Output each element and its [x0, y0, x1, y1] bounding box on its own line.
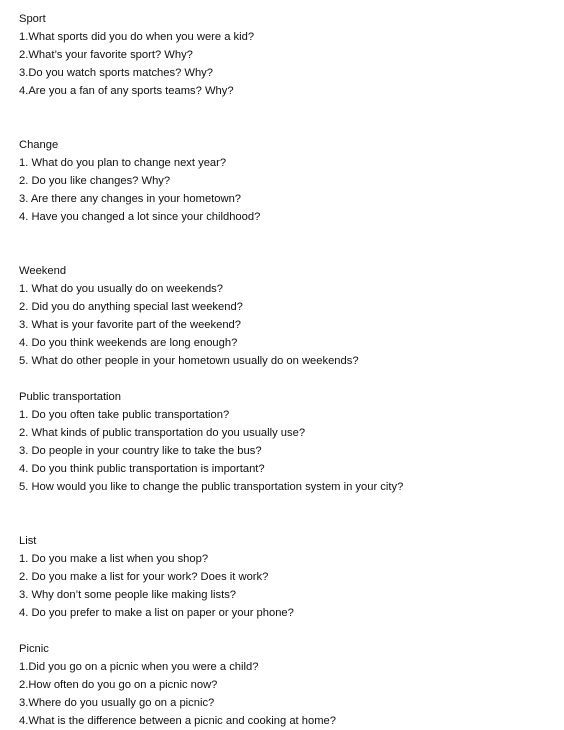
- question-item: 2. Do you like changes? Why?: [19, 175, 171, 187]
- question-item: 4. Do you think weekends are long enough?: [19, 337, 238, 349]
- question-item: 3. Are there any changes in your hometown?: [19, 193, 242, 205]
- question-item: 3. Why don’t some people like making lists?: [19, 589, 237, 601]
- section-sport: [19, 10, 559, 100]
- question-item: 4.Are you a fan of any sports teams? Why?: [19, 85, 234, 97]
- question-item: 1.Did you go on a picnic when you were a child?: [19, 661, 259, 673]
- document-body: [19, 10, 559, 730]
- question-item: 4.What is the difference between a picnic and cooking at home?: [19, 715, 336, 727]
- question-item: 2.How often do you go on a picnic now?: [19, 679, 218, 691]
- spacer: [19, 226, 559, 262]
- question-item: 1.What sports did you do when you were a kid?: [19, 31, 255, 43]
- question-item: 1. What do you plan to change next year?: [19, 157, 227, 169]
- section-heading: Sport: [19, 13, 46, 25]
- section-list: [19, 532, 559, 622]
- question-item: 3.Where do you usually go on a picnic?: [19, 697, 215, 709]
- question-item: 5. How would you like to change the public transportation system in your city?: [19, 481, 404, 493]
- question-item: 4. Do you think public transportation is important?: [19, 463, 265, 475]
- question-item: 1. Do you often take public transportation?: [19, 409, 230, 421]
- section-heading: Picnic: [19, 643, 49, 655]
- question-item: 1. What do you usually do on weekends?: [19, 283, 223, 295]
- question-item: 2. Do you make a list for your work? Does it work?: [19, 571, 269, 583]
- question-item: 2. What kinds of public transportation do you usually use?: [19, 427, 306, 439]
- section-heading: Weekend: [19, 265, 67, 277]
- question-item: 2.What’s your favorite sport? Why?: [19, 49, 193, 61]
- spacer: [19, 496, 559, 532]
- spacer: [19, 370, 559, 388]
- spacer: [19, 100, 559, 136]
- section-public-transportation: [19, 388, 559, 496]
- question-item: 4. Do you prefer to make a list on paper or your phone?: [19, 607, 294, 619]
- question-item: 4. Have you changed a lot since your childhood?: [19, 211, 261, 223]
- question-item: 5. What do other people in your hometown usually do on weekends?: [19, 355, 359, 367]
- section-heading: Public transportation: [19, 391, 121, 403]
- section-heading: Change: [19, 139, 59, 151]
- question-item: 3. Do people in your country like to take the bus?: [19, 445, 262, 457]
- spacer: [19, 622, 559, 640]
- question-item: 3.Do you watch sports matches? Why?: [19, 67, 214, 79]
- question-item: 2. Did you do anything special last weekend?: [19, 301, 243, 313]
- section-picnic: [19, 640, 559, 730]
- question-item: 1. Do you make a list when you shop?: [19, 553, 209, 565]
- question-item: 3. What is your favorite part of the weekend?: [19, 319, 242, 331]
- section-heading: List: [19, 535, 37, 547]
- section-change: [19, 136, 559, 226]
- section-weekend: [19, 262, 559, 370]
